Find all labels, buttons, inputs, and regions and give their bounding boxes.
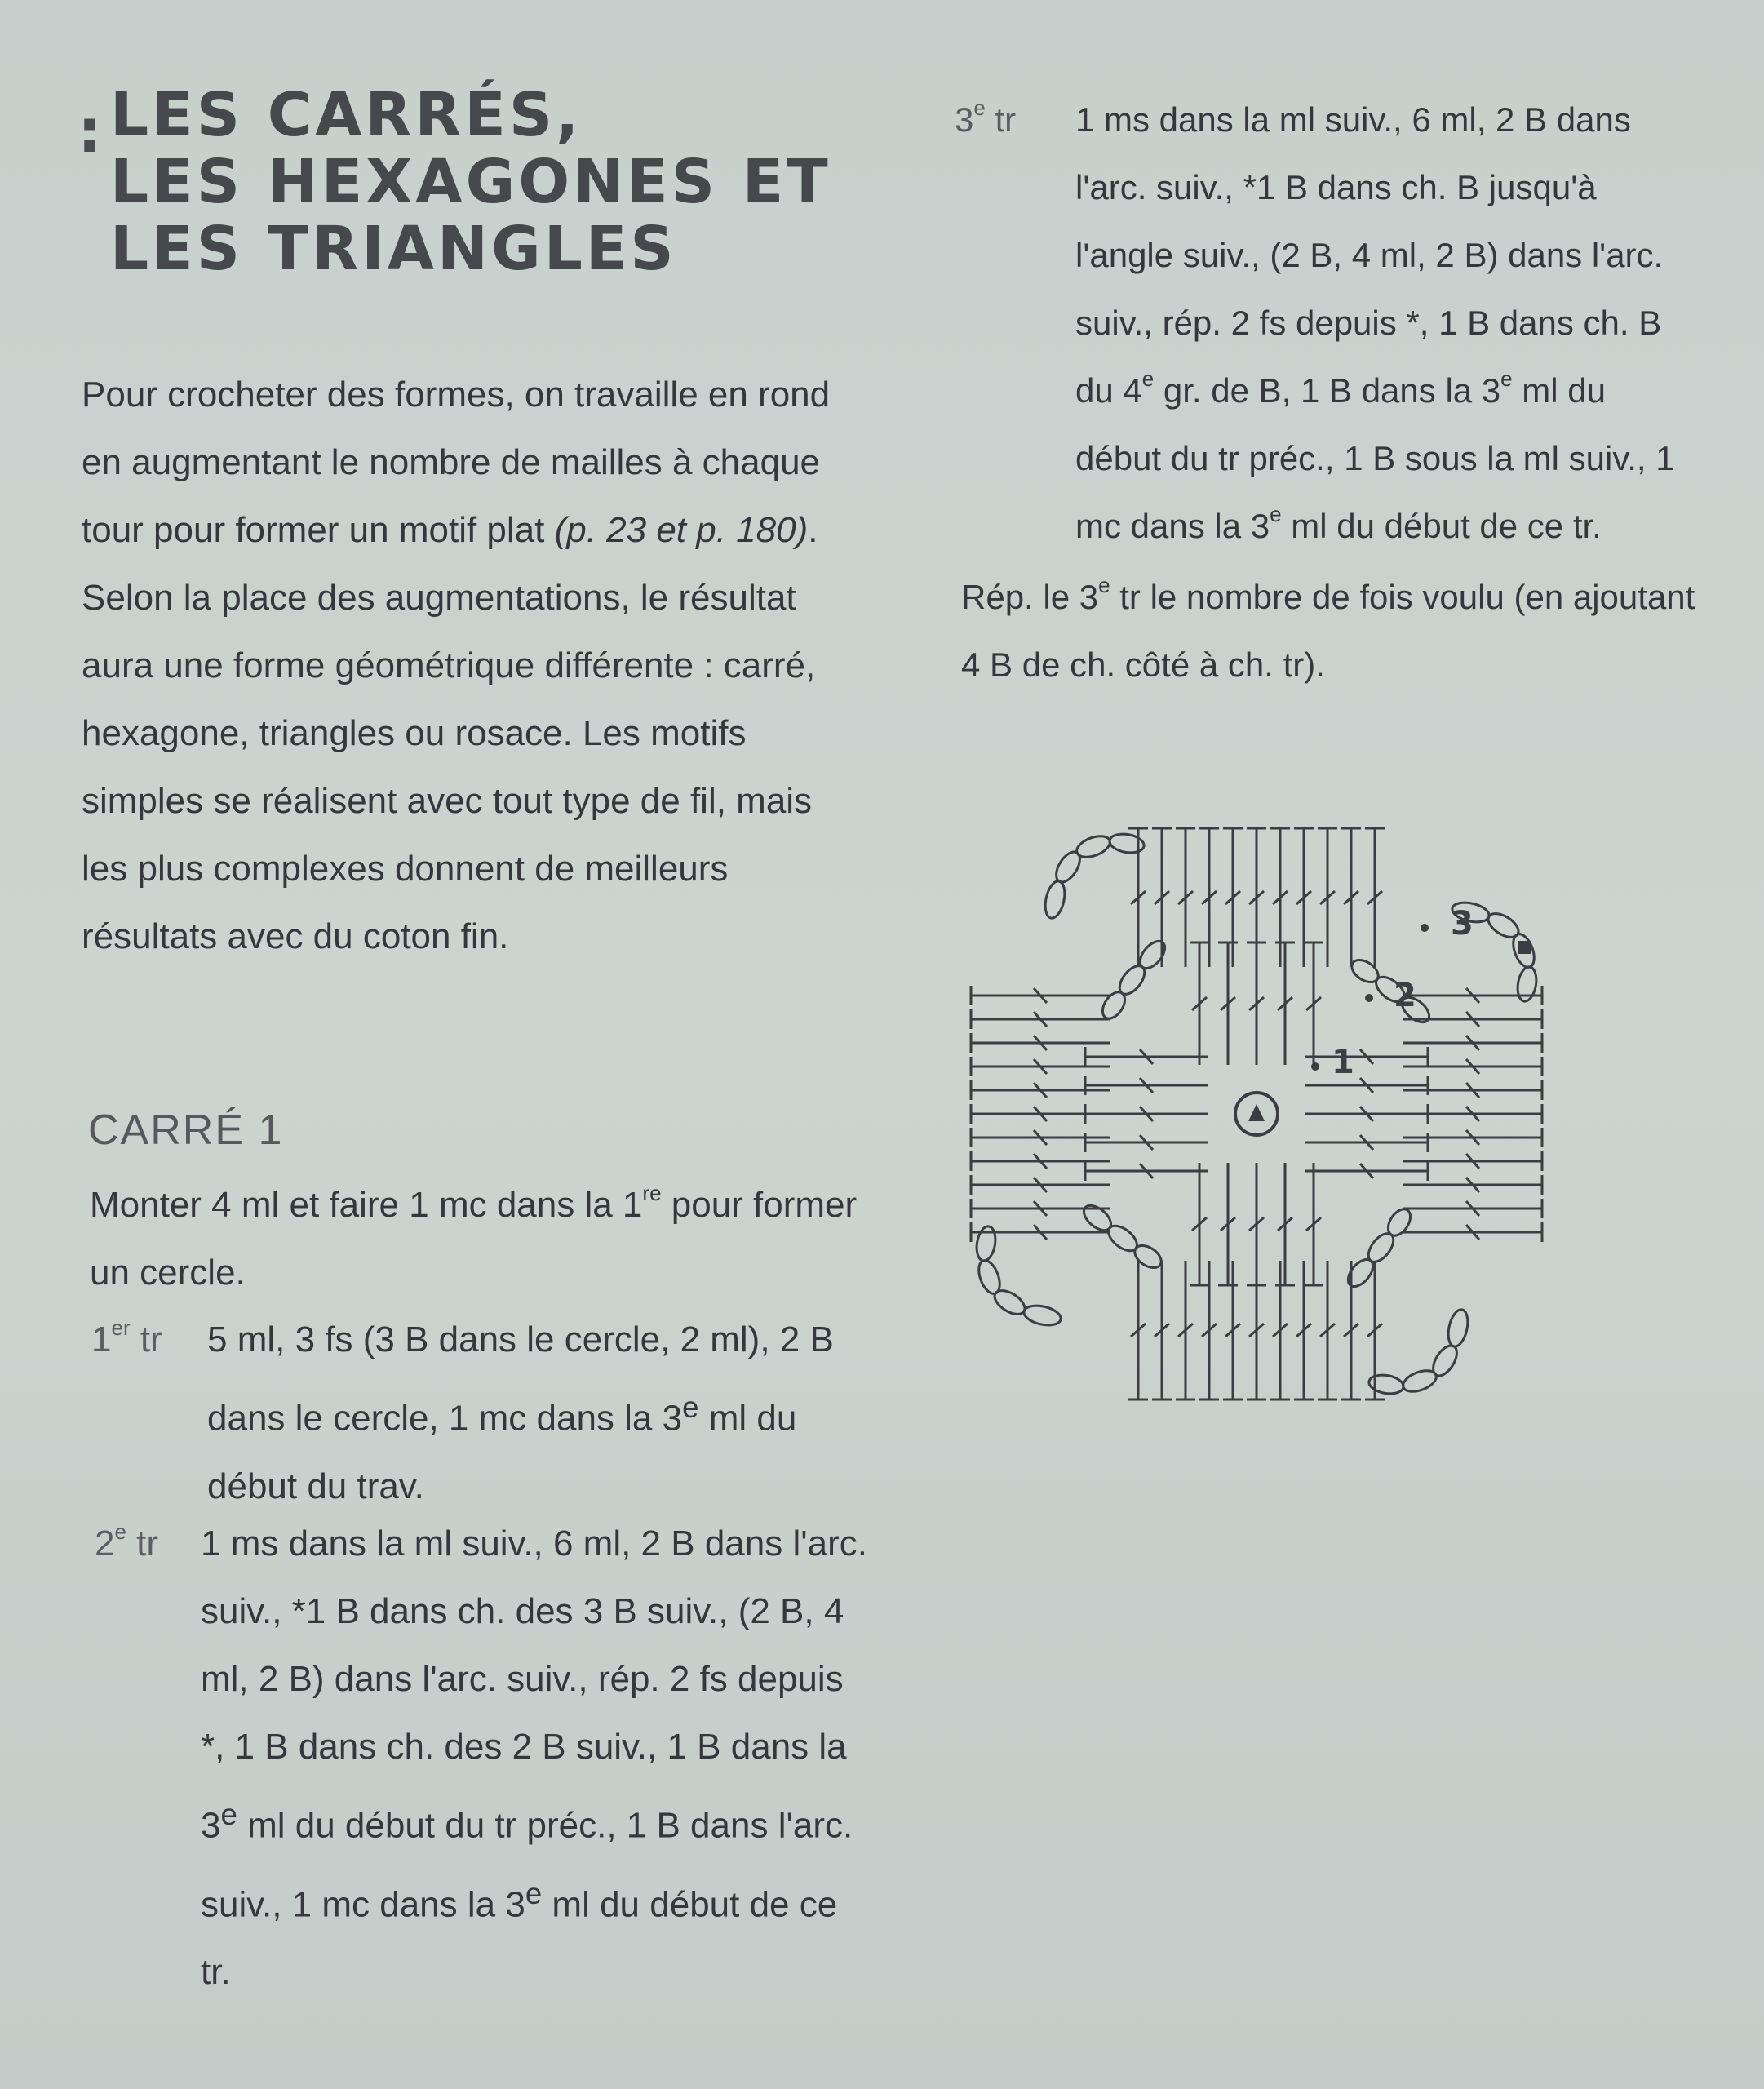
round-sup-3: e <box>1270 502 1282 526</box>
round-sup: e <box>1141 366 1155 391</box>
repeat-instruction <box>961 563 1695 699</box>
crochet-chart-diagram <box>955 804 1558 1424</box>
round-label <box>95 1510 158 1577</box>
round-label-number: 1 <box>91 1319 112 1359</box>
round-sup-2: e <box>1500 366 1513 391</box>
round-text <box>1075 86 1687 560</box>
heading-line-1: LES CARRÉS, <box>110 80 583 150</box>
heading-line-3: LES TRIANGLES <box>110 214 677 284</box>
round-text-b: ml du début du tr préc., 1 B dans l'arc. suiv., 1 mc dans la 3 <box>201 1805 853 1925</box>
round-number-1: 1 <box>1332 1044 1354 1081</box>
round-label-sup: e <box>973 95 986 120</box>
round-number-3: 3 <box>1451 905 1474 942</box>
round-text-b: ml du début du trav. <box>207 1398 797 1506</box>
crochet-chart-svg <box>955 804 1558 1424</box>
round-text <box>201 1510 870 2006</box>
round-text-c: ml du début de ce tr. <box>201 1884 838 1993</box>
intro-paragraph <box>82 361 865 970</box>
round-label-number: 2 <box>95 1524 115 1563</box>
round-text-b: gr. de B, 1 B dans la 3 <box>1154 371 1501 410</box>
heading-line-2: LES HEXAGONES ET <box>110 147 831 217</box>
intro-text-2: . Selon la place des augmentations, le résultat aura une forme géométrique différente : carré, hexagone, triangles ou rosace. Les motifs simples se réalisent avec tout type de fil, mais les plus complexes donnent de meilleurs résultats avec du coton fin. <box>82 510 818 956</box>
round-text-a: 1 ms dans la ml suiv., 6 ml, 2 B dans l'arc. suiv., *1 B dans ch. B jusqu'à l'angle suiv., (2 B, 4 ml, 2 B) dans l'arc. suiv., rép. 2 fs depuis *, 1 B dans ch. B du 4 <box>1075 100 1664 410</box>
repeat-sup: e <box>1098 573 1110 597</box>
cast-on-sup: re <box>642 1181 662 1205</box>
chart-center-ring <box>1235 1093 1278 1135</box>
round-label-sup: er <box>111 1315 131 1340</box>
round-label <box>955 86 1016 153</box>
round-label-word: tr <box>130 1319 162 1359</box>
repeat-text-a: Rép. le 3 <box>961 578 1099 616</box>
round-sup: e <box>682 1390 699 1424</box>
round-label-word: tr <box>126 1524 159 1563</box>
section-title: CARRÉ 1 <box>88 1107 284 1154</box>
round-label-word: tr <box>985 100 1017 139</box>
heading-bullet: : <box>78 96 102 166</box>
round-sup-2: e <box>525 1876 543 1910</box>
round-text-c: ml du début du tr préc., 1 B sous la ml suiv., 1 mc dans la 3 <box>1075 371 1675 545</box>
round-label <box>91 1306 162 1373</box>
cast-on-text-b: pour former un cercle. <box>90 1185 858 1293</box>
round-text-d: ml du début de ce tr. <box>1281 507 1602 545</box>
page-heading <box>78 82 831 282</box>
intro-text-1: Pour crocheter des formes, on travaille en rond en augmentant le nombre de mailles à chaque tour pour former un motif plat <box>82 375 831 550</box>
round-text-a: 1 ms dans la ml suiv., 6 ml, 2 B dans l'arc. suiv., *1 B dans ch. des 3 B suiv., (2 B, 4 ml, 2 B) dans l'arc. suiv., rép. 2 fs depuis *, 1 B dans ch. des 2 B suiv., 1 B dans la 3 <box>201 1524 867 1846</box>
round-label-sup: e <box>114 1519 126 1544</box>
repeat-text-b: tr le nombre de fois voulu (en ajoutant 4 B de ch. côté à ch. tr). <box>961 578 1695 684</box>
round-number-2: 2 <box>1394 977 1416 1014</box>
round-sup: e <box>220 1798 237 1831</box>
page-reference: (p. 23 et p. 180) <box>554 510 809 550</box>
cast-on-instruction <box>90 1171 873 1306</box>
round-text-a: 5 ml, 3 fs (3 B dans le cercle, 2 ml), 2 B dans le cercle, 1 mc dans la 3 <box>207 1319 834 1439</box>
chart-round-labels <box>1332 905 1474 1081</box>
round-text <box>207 1306 860 1520</box>
round-label-number: 3 <box>955 100 974 139</box>
cast-on-text-a: Monter 4 ml et faire 1 mc dans la 1 <box>90 1185 643 1225</box>
